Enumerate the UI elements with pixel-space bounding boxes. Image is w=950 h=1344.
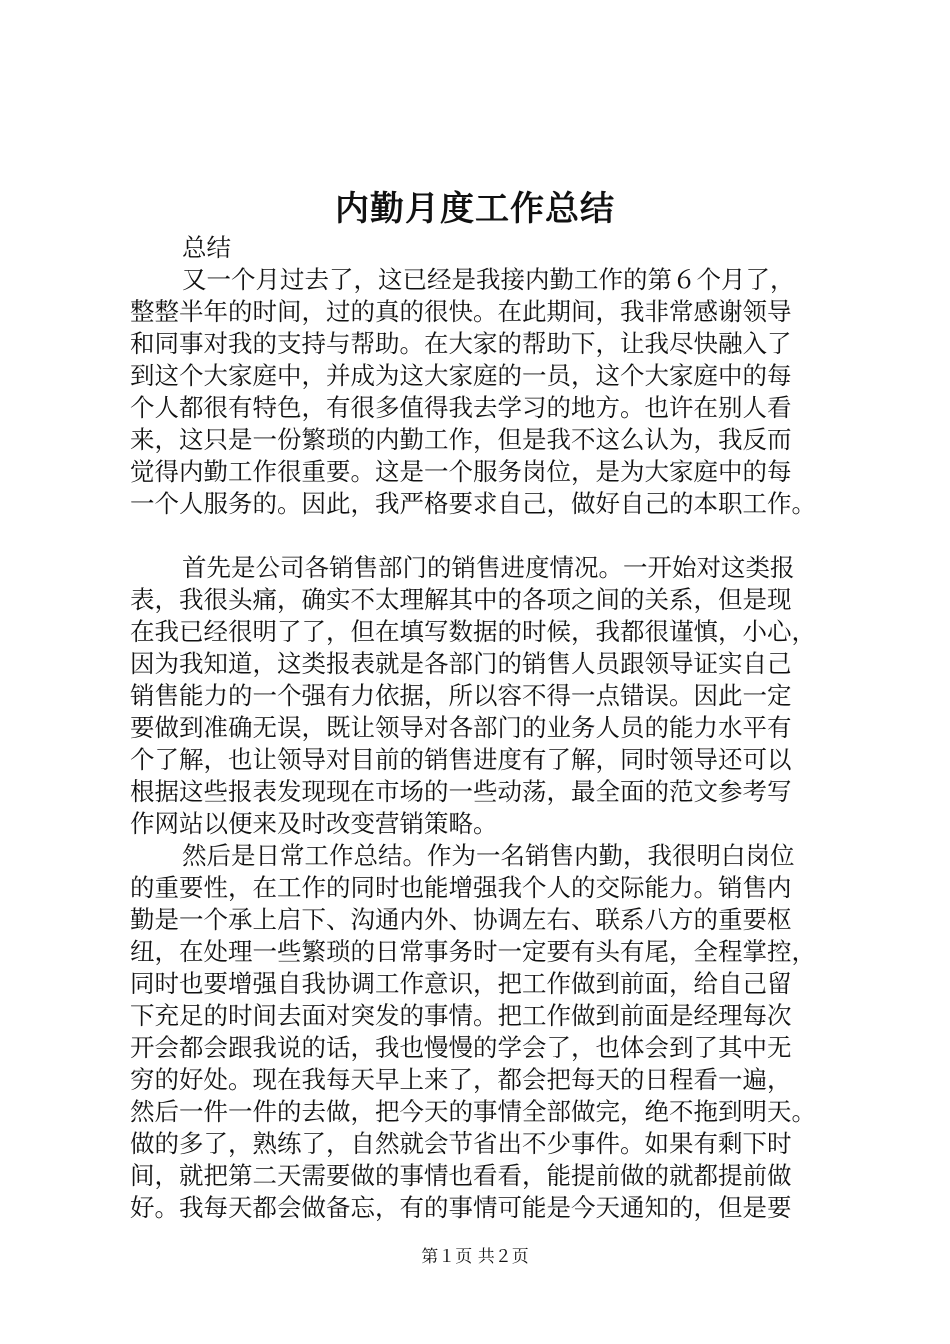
text-line: 下充足的时间去面对突发的事情。把工作做到前面是经理每次 <box>130 1001 792 1030</box>
paragraph-gap <box>130 520 830 552</box>
text-line: 个人都很有特色，有很多值得我去学习的地方。也许在别人看 <box>130 393 792 422</box>
text-line: 来，这只是一份繁琐的内勤工作，但是我不这么认为，我反而 <box>130 425 792 454</box>
text-line: 开会都会跟我说的话，我也慢慢的学会了，也体会到了其中无 <box>130 1033 792 1062</box>
paragraph-3 <box>130 840 830 1224</box>
text-line: 个了解，也让领导对目前的销售进度有了解，同时领导还可以 <box>130 745 792 774</box>
document-body <box>130 232 830 1224</box>
text-line: 勤是一个承上启下、沟通内外、协调左右、联系八方的重要枢 <box>130 905 792 934</box>
text-line: 一个人服务的。因此，我严格要求自己，做好自己的本职工作。 <box>130 489 816 518</box>
text-line: 整整半年的时间，过的真的很快。在此期间，我非常感谢领导 <box>130 297 792 326</box>
text-line: 在我已经很明了了，但在填写数据的时候，我都很谨慎，小心， <box>130 617 816 646</box>
text-line: 首先是公司各销售部门的销售进度情况。一开始对这类报 <box>182 553 795 582</box>
paragraph-2 <box>130 552 830 840</box>
text-line: 根据这些报表发现现在市场的一些动荡，最全面的范文参考写 <box>130 777 792 806</box>
text-line: 和同事对我的支持与帮助。在大家的帮助下，让我尽快融入了 <box>130 329 792 358</box>
text-line: 要做到准确无误，既让领导对各部门的业务人员的能力水平有 <box>130 713 792 742</box>
paragraph-1 <box>130 264 830 520</box>
text-line: 觉得内勤工作很重要。这是一个服务岗位，是为大家庭中的每 <box>130 457 792 486</box>
text-line: 间，就把第二天需要做的事情也看看，能提前做的就都提前做 <box>130 1161 792 1190</box>
text-line: 销售能力的一个强有力依据，所以容不得一点错误。因此一定 <box>130 681 792 710</box>
text-line: 作网站以便来及时改变营销策略。 <box>130 809 498 838</box>
text-line: 同时也要增强自我协调工作意识，把工作做到前面，给自己留 <box>130 969 792 998</box>
text-line: 又一个月过去了，这已经是我接内勤工作的第６个月了， <box>182 265 795 294</box>
text-line: 穷的好处。现在我每天早上来了，都会把每天的日程看一遍， <box>130 1065 792 1094</box>
page-footer: 第１页 共２页 <box>421 1247 529 1267</box>
text-line: 纽，在处理一些繁琐的日常事务时一定要有头有尾，全程掌控， <box>130 937 816 966</box>
text-line: 因为我知道，这类报表就是各部门的销售人员跟领导证实自己 <box>130 649 792 678</box>
text-line: 表，我很头痛，确实不太理解其中的各项之间的关系，但是现 <box>130 585 792 614</box>
text-line: 做的多了，熟练了，自然就会节省出不少事件。如果有剩下时 <box>130 1129 792 1158</box>
text-line: 然后是日常工作总结。作为一名销售内勤，我很明白岗位 <box>182 841 795 870</box>
text-line: 然后一件一件的去做，把今天的事情全部做完，绝不拖到明天。 <box>130 1097 816 1126</box>
text-line: 到这个大家庭中，并成为这大家庭的一员，这个大家庭中的每 <box>130 361 792 390</box>
page-title: 内勤月度工作总结 <box>335 189 615 229</box>
text-line: 好。我每天都会做备忘，有的事情可能是今天通知的，但是要 <box>130 1193 792 1222</box>
text-line: 的重要性，在工作的同时也能增强我个人的交际能力。销售内 <box>130 873 792 902</box>
section-heading: 总结 <box>182 233 231 262</box>
